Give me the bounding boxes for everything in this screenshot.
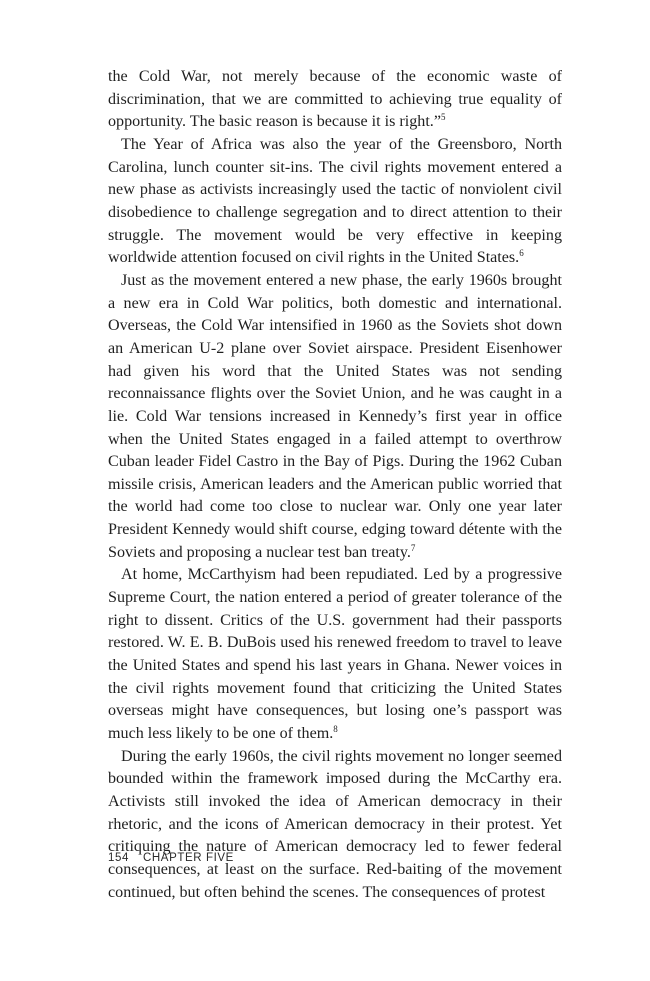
footnote-ref: 6 (519, 248, 524, 259)
page-body (108, 66, 562, 904)
page-number: 154 (108, 852, 129, 864)
paragraph (108, 270, 562, 565)
footnote-ref: 7 (410, 542, 416, 553)
paragraph-text: The Year of Africa was also the year of the Greensboro, North Carolina, lunch counter sit-ins. The civil rights movement entered a new phase as activists increasingly used the tactic of nonviolent civil disobedience to challenge segregation and to direct attention to their struggle. The movement would be very effective in keeping worldwide attention focused on civil rights in the United States. (108, 135, 562, 267)
page-footer (108, 852, 234, 864)
paragraph-text: During the early 1960s, the civil rights movement no longer seemed bounded within the framework imposed during the McCarthy era. Activists still invoked the idea of American democracy in their rhetoric, and the icons of American democracy in their protest. Yet critiquing the nature of American democracy led to fewer federal consequences, at least on the surface. Red-baiting of the movement continued, but often behind the scenes. The consequences of protest (108, 747, 562, 901)
paragraph-text: Just as the movement entered a new phase, the early 1960s brought a new era in Cold War politics, both domestic and international. Overseas, the Cold War intensified in 1960 as the Soviets shot down an American U-2 plane over Soviet airspace. President Eisenhower had given his word that the United States was not sending reconnaissance flights over the Soviet Union, and he was caught in a lie. Cold War tensions increased in Kennedy’s first year in office when the United States engaged in a failed attempt to overthrow Cuban leader Fidel Castro in the Bay of Pigs. During the 1962 Cuban missile crisis, American leaders and the American public worried that the world had come too close to nuclear war. Only one year later President Kennedy would shift course, edging toward détente with the Soviets and proposing a nuclear test ban treaty. (108, 271, 562, 561)
running-head: CHAPTER FIVE (143, 852, 234, 864)
paragraph (108, 564, 562, 745)
paragraph-text: At home, McCarthyism had been repudiated. Led by a progressive Supreme Court, the nation entered a period of greater tolerance of the right to dissent. Critics of the U.S. government had their passports restored. W. E. B. DuBois used his renewed freedom to travel to leave the United States and spend his last years in Ghana. Newer voices in the civil rights movement found that criticizing the United States overseas might have consequences, but losing one’s passport was much less likely to be one of them. (108, 566, 562, 743)
paragraph (108, 134, 562, 270)
paragraph (108, 746, 562, 905)
footnote-ref: 8 (333, 724, 338, 735)
paragraph-text: the Cold War, not merely because of the economic waste of discrimination, that we are committed to achieving true equality of opportunity. The basic reason is because it is right.” (108, 68, 562, 131)
footnote-ref: 5 (440, 112, 446, 123)
paragraph-continued (108, 66, 562, 134)
